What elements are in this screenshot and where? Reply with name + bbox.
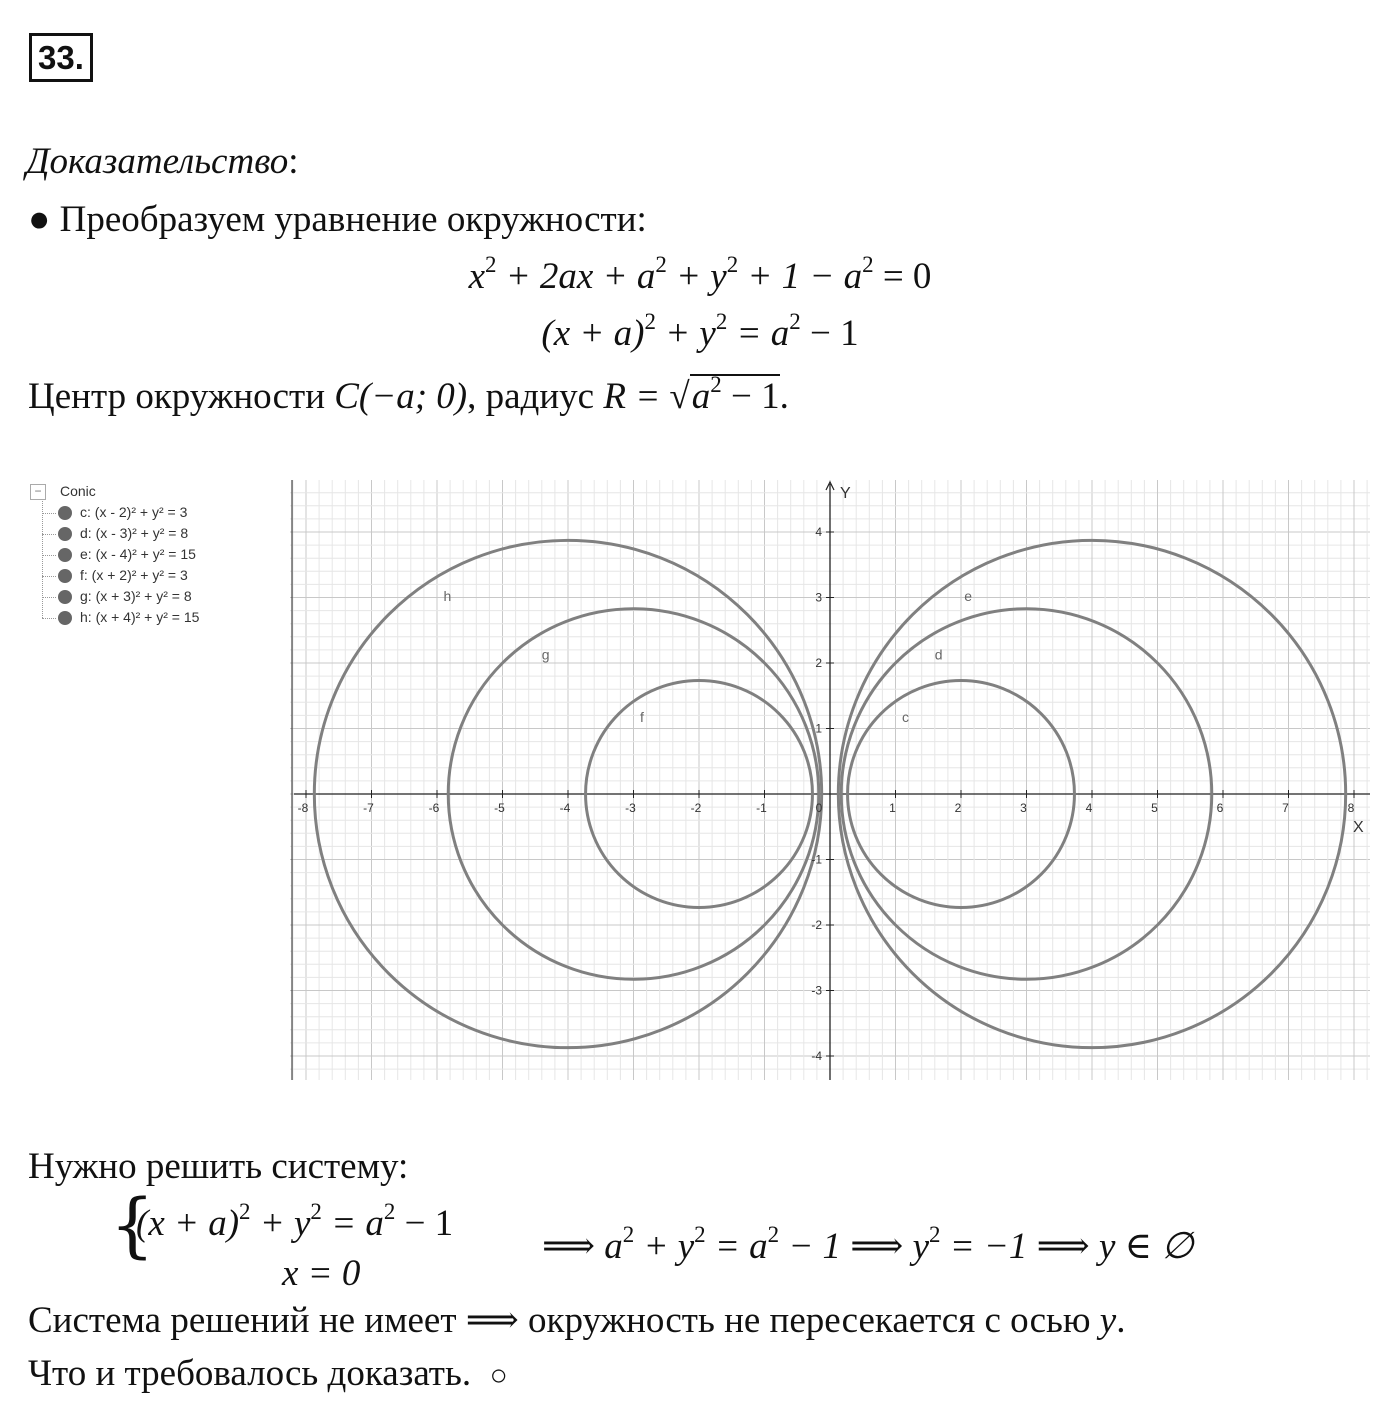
visibility-dot-icon[interactable]: [58, 527, 72, 541]
circle-label-g: g: [541, 646, 550, 663]
legend-item-d[interactable]: d: (x - 3)² + y² = 8: [42, 525, 188, 541]
circle-label-d: d: [934, 646, 943, 663]
legend-header[interactable]: − Conic: [30, 483, 96, 500]
legend-item-g[interactable]: g: (x + 3)² + y² = 8: [42, 588, 192, 604]
legend-item-c[interactable]: c: (x - 2)² + y² = 3: [42, 504, 187, 520]
x-tick-label: 5: [1151, 801, 1158, 815]
center-radius-text: Центр окружности C(−a; 0), радиус $R = √a^2 - 1$.: [28, 371, 789, 417]
x-tick-label: 2: [954, 801, 962, 815]
qed-mark: ○: [489, 1359, 508, 1392]
legend-item-e[interactable]: e: (x - 4)² + y² = 15: [42, 546, 196, 562]
legend-item-h[interactable]: h: (x + 4)² + y² = 15: [42, 609, 199, 625]
y-tick-label: 1: [815, 721, 822, 736]
x-tick-label: 6: [1216, 801, 1224, 815]
need-solve-text: Нужно решить систему:: [28, 1146, 409, 1187]
conclusion-text: Система решений не имеет ⟹ окружность не пересекается с осью y.: [28, 1300, 1126, 1341]
system-brace: {: [110, 1184, 155, 1266]
y-axis-label: Y: [840, 485, 851, 502]
x-tick-label: -7: [363, 801, 374, 815]
y-tick-label: -1: [811, 852, 822, 867]
x-tick-label: 8: [1347, 801, 1355, 815]
visibility-dot-icon[interactable]: [58, 548, 72, 562]
y-tick-label: 2: [815, 656, 822, 670]
qed-text: Что и требовалось доказать. ○: [28, 1353, 508, 1394]
visibility-dot-icon[interactable]: [58, 569, 72, 583]
collapse-icon[interactable]: −: [30, 484, 46, 500]
y-tick-label: -4: [811, 1049, 822, 1063]
system-row-2: x = 0: [282, 1253, 361, 1294]
y-tick-label: -2: [811, 918, 822, 932]
equation-2: $(x + a)^2 + y^2 = a^2 - 1$: [541, 308, 859, 354]
system-row-1: $(x + a)^2 + y^2 = a^2 - 1$: [136, 1198, 454, 1244]
conic-legend: [30, 483, 270, 633]
x-axis-label: X: [1353, 819, 1364, 836]
circle-label-c: c: [902, 708, 910, 725]
problem-number: 33.: [29, 33, 93, 82]
visibility-dot-icon[interactable]: [58, 506, 72, 520]
solution-chain: ⟹ $a^2 + y^2 = a^2 - 1$ ⟹ $y^2 = -1$ ⟹ y ∈ ∅: [542, 1221, 1194, 1267]
legend-item-f[interactable]: f: (x + 2)² + y² = 3: [42, 567, 188, 583]
x-tick-label: -4: [559, 801, 571, 815]
x-tick-label: -3: [625, 801, 636, 815]
visibility-dot-icon[interactable]: [58, 590, 72, 604]
x-tick-label: -1: [756, 801, 767, 815]
x-tick-label: -2: [690, 801, 702, 815]
graph-view[interactable]: [290, 480, 1370, 1080]
x-tick-label: 1: [889, 801, 896, 815]
visibility-dot-icon[interactable]: [58, 611, 72, 625]
y-tick-label: -3: [811, 983, 822, 998]
x-tick-label: -6: [428, 801, 440, 815]
x-tick-label: -5: [494, 801, 505, 815]
y-tick-label: 4: [815, 525, 822, 539]
circle-label-f: f: [640, 708, 644, 725]
step-1-text: ● Преобразуем уравнение окружности:: [28, 199, 647, 240]
circle-label-h: h: [443, 587, 452, 604]
proof-heading: Доказательство:: [26, 141, 299, 182]
x-tick-label: 4: [1085, 801, 1093, 815]
x-tick-label: 7: [1282, 801, 1289, 815]
circle-label-e: e: [964, 587, 973, 604]
equation-1: $x^2 + 2ax + a^2 + y^2 + 1 - a^2 = 0$: [468, 251, 932, 297]
x-tick-label: 3: [1020, 801, 1027, 815]
y-tick-label: 3: [815, 590, 822, 605]
x-tick-label: -8: [297, 801, 309, 815]
x-tick-label: 0: [815, 801, 823, 815]
